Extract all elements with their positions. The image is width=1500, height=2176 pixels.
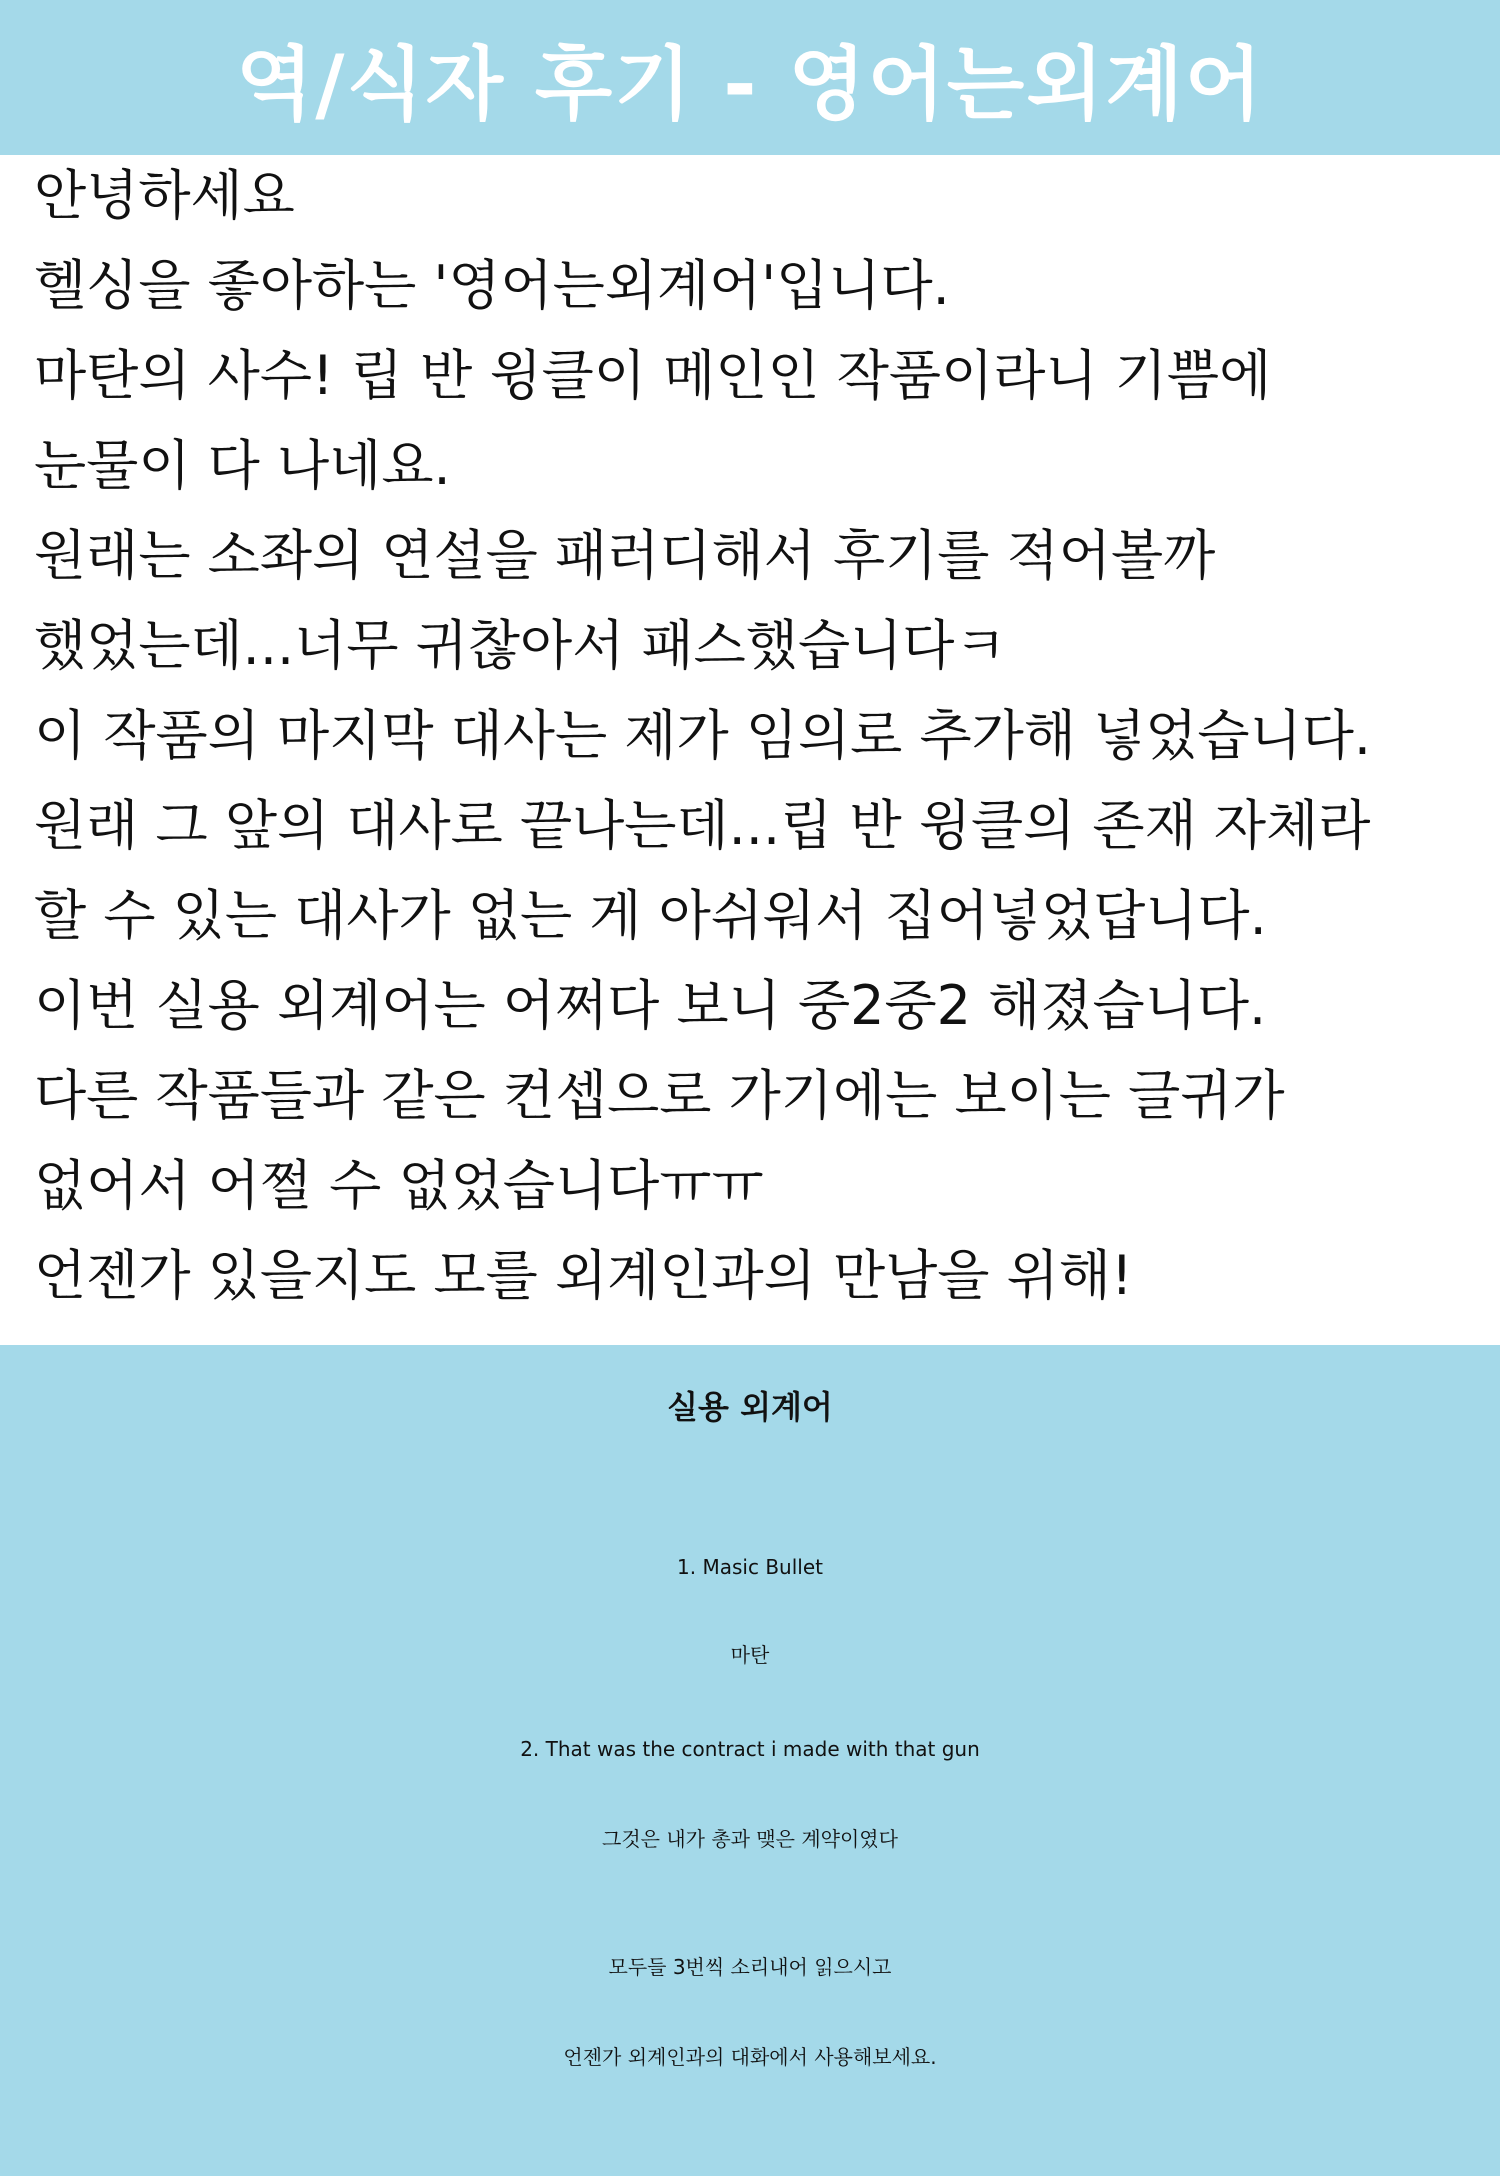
glossary-closing-line: 모두들 3번씩 소리내어 읽으시고 xyxy=(608,1955,892,1979)
notes-line: 이번 실용 외계어는 어쩌다 보니 중2중2 해졌습니다. xyxy=(34,974,1267,1037)
notes-line: 했었는데...너무 귀찮아서 패스했습니다ㅋ xyxy=(34,614,1007,677)
glossary-title: 실용 외계어 xyxy=(667,1388,833,1426)
notes-line: 원래 그 앞의 대사로 끝나는데...립 반 윙클의 존재 자체라 xyxy=(34,794,1371,857)
glossary-panel xyxy=(0,1345,1500,2176)
glossary-term-korean: 그것은 내가 총과 맺은 계약이였다 xyxy=(602,1827,898,1851)
notes-line: 눈물이 다 나네요. xyxy=(34,434,451,497)
notes-line: 없어서 어쩔 수 없었습니다ㅠㅠ xyxy=(34,1154,764,1217)
notes-line: 원래는 소좌의 연설을 패러디해서 후기를 적어볼까 xyxy=(34,524,1216,587)
notes-line: 다른 작품들과 같은 컨셉으로 가기에는 보이는 글귀가 xyxy=(34,1064,1285,1127)
glossary-term-korean: 마탄 xyxy=(730,1643,770,1667)
header-banner xyxy=(0,0,1500,155)
notes-line: 이 작품의 마지막 대사는 제가 임의로 추가해 넣었습니다. xyxy=(34,704,1372,767)
notes-line: 마탄의 사수! 립 반 윙클이 메인인 작품이라니 기쁨에 xyxy=(34,344,1272,407)
notes-line: 헬싱을 좋아하는 '영어는외계어'입니다. xyxy=(34,254,950,317)
glossary-term-english: 1. Masic Bullet xyxy=(677,1555,823,1579)
notes-line: 안녕하세요 xyxy=(34,164,295,227)
glossary-term-english: 2. That was the contract i made with that gun xyxy=(520,1737,980,1761)
page-title: 역/식자 후기 - 영어는외계어 xyxy=(235,38,1265,131)
glossary-closing-line: 언젠가 외계인과의 대화에서 사용해보세요. xyxy=(563,2045,937,2069)
notes-line: 언젠가 있을지도 모를 외계인과의 만남을 위해! xyxy=(34,1244,1133,1307)
notes-line: 할 수 있는 대사가 없는 게 아쉬워서 집어넣었답니다. xyxy=(34,884,1267,947)
translator-notes xyxy=(0,155,1500,1345)
